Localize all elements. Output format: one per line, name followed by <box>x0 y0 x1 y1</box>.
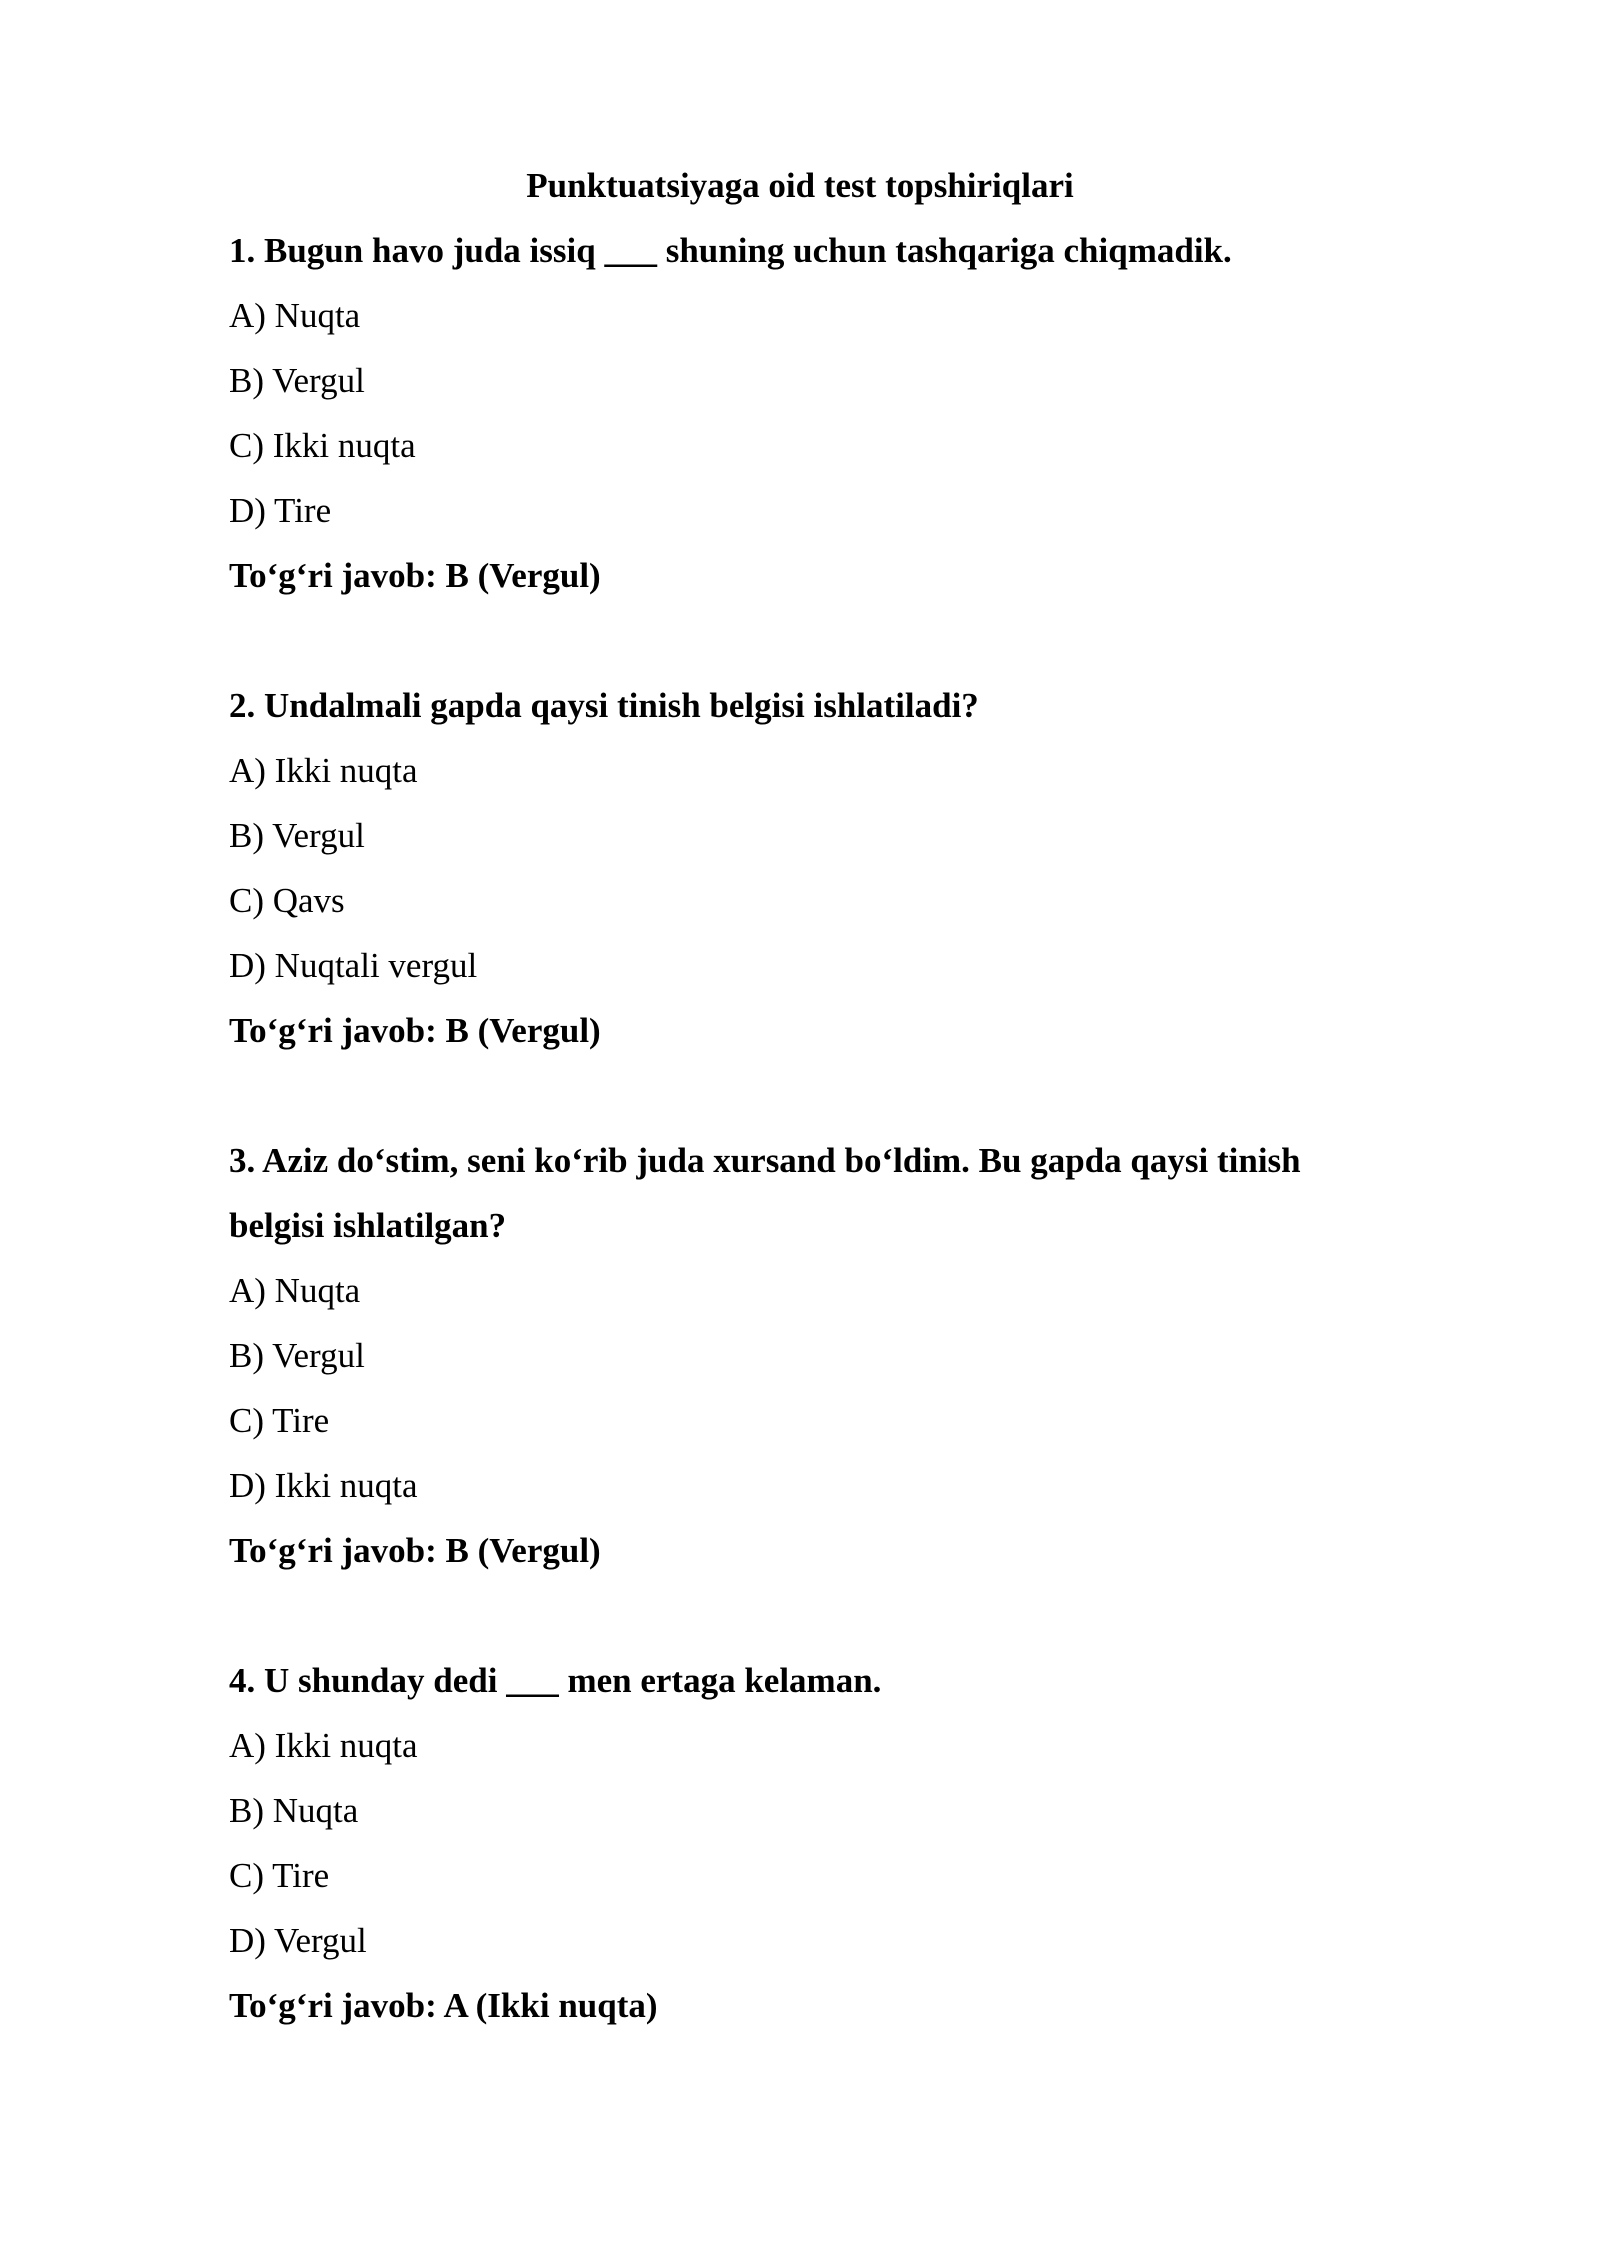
correct-answer: To‘g‘ri javob: B (Vergul) <box>229 1011 601 1050</box>
option-c: C) Tire <box>229 1401 330 1440</box>
option-b: B) Vergul <box>229 361 365 400</box>
question-2 <box>229 673 1371 1063</box>
option-d: D) Nuqtali vergul <box>229 946 478 985</box>
options-list <box>229 738 1371 998</box>
question-3 <box>229 1128 1371 1583</box>
option-c: C) Tire <box>229 1856 330 1895</box>
question-1 <box>229 218 1371 608</box>
correct-answer: To‘g‘ri javob: B (Vergul) <box>229 1531 601 1570</box>
options-list <box>229 283 1371 543</box>
option-a: A) Ikki nuqta <box>229 1726 418 1765</box>
question-4 <box>229 1648 1371 2038</box>
option-b: B) Vergul <box>229 816 365 855</box>
option-a: A) Ikki nuqta <box>229 751 418 790</box>
question-text: 1. Bugun havo juda issiq ___ shuning uchun tashqariga chiqmadik. <box>229 231 1232 270</box>
option-c: C) Qavs <box>229 881 345 920</box>
option-d: D) Vergul <box>229 1921 367 1960</box>
option-a: A) Nuqta <box>229 1271 361 1310</box>
option-c: C) Ikki nuqta <box>229 426 416 465</box>
document-title: Punktuatsiyaga oid test topshiriqlari <box>526 166 1074 205</box>
question-text: 2. Undalmali gapda qaysi tinish belgisi ishlatiladi? <box>229 686 979 725</box>
question-text: 3. Aziz do‘stim, seni ko‘rib juda xursand bo‘ldim. Bu gapda qaysi tinish belgisi ishlatilgan? <box>229 1141 1301 1245</box>
options-list <box>229 1258 1371 1518</box>
option-d: D) Tire <box>229 491 332 530</box>
option-d: D) Ikki nuqta <box>229 1466 418 1505</box>
options-list <box>229 1713 1371 1973</box>
question-text: 4. U shunday dedi ___ men ertaga kelaman. <box>229 1661 882 1700</box>
option-b: B) Nuqta <box>229 1791 359 1830</box>
correct-answer: To‘g‘ri javob: B (Vergul) <box>229 556 601 595</box>
option-b: B) Vergul <box>229 1336 365 1375</box>
option-a: A) Nuqta <box>229 296 361 335</box>
correct-answer: To‘g‘ri javob: A (Ikki nuqta) <box>229 1986 658 2025</box>
